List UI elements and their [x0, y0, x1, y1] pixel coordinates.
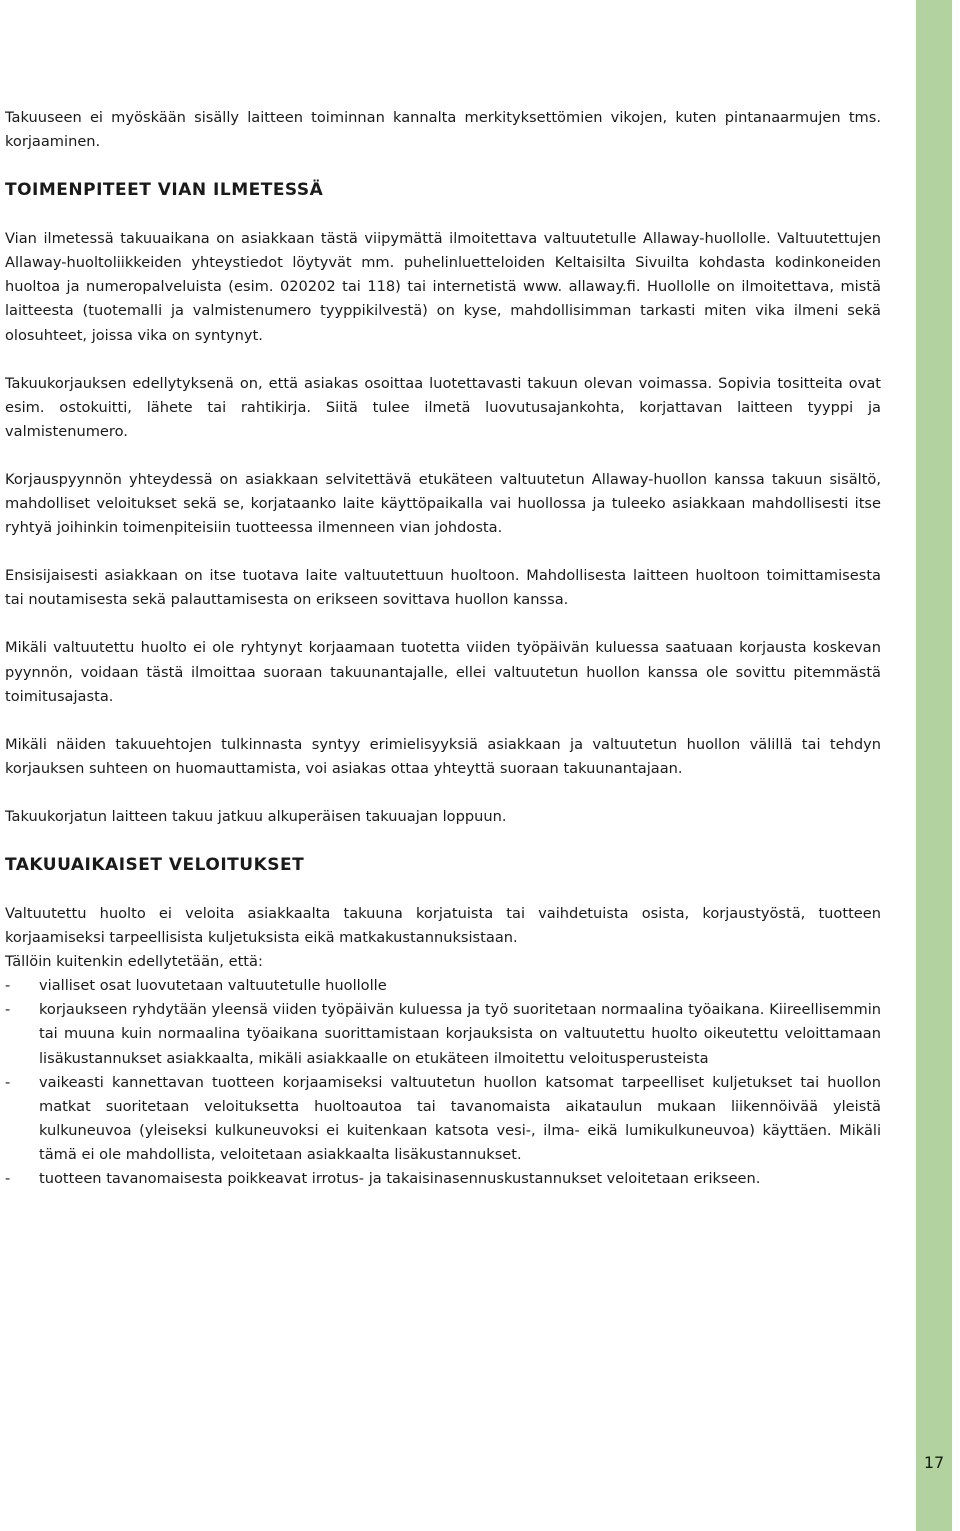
fault-paragraph-5: Mikäli valtuutettu huolto ei ole ryhtynyt korjaamaan tuotetta viiden työpäivän kuluessa saatuaan korjausta koskevan pyynnön, voidaan tästä ilmoittaa suoraan takuunantajalle, ellei valtuutetun huollon kanssa ole sovittu pitemmästä toimitusajasta.: [5, 639, 881, 705]
list-item-text: vaikeasti kannettavan tuotteen korjaamiseksi valtuutetun huollon katsomat tarpeelliset kuljetukset tai huollon matkat suoritetaan veloituksetta huoltoautoa tai tavanomaista aikataulun mukaan liikennöivää yleistä kulkuneuvoa (yleiseksi kulkuneuvoksi ei kuitenkaan katsota vesi-, ilma- eikä lumikulkuneuvoa) käyttäen. Mikäli tämä ei ole mahdollista, veloitetaan asiakkaalta lisäkustannukset.: [39, 1073, 881, 1163]
list-item: [5, 998, 881, 1070]
fault-paragraph-7: Takuukorjatun laitteen takuu jatkuu alkuperäisen takuuajan loppuun.: [5, 807, 507, 825]
fault-paragraph-3: Korjauspyynnön yhteydessä on asiakkaan selvitettävä etukäteen valtuutetun Allaway-huollon kanssa takuun sisältö, mahdolliset veloitukset sekä se, korjataanko laite käyttöpaikalla vai huollossa ja tuleeko asiakkaan mahdollisesti itse ryhtyä joihinkin toimenpiteisiin tuotteessa ilmenneen vian johdosta.: [5, 470, 881, 537]
list-item: [5, 974, 881, 998]
fault-paragraph-1: Vian ilmetessä takuuaikana on asiakkaan tästä viipymättä ilmoitettava valtuutetulle Allaway-huollolle. Valtuutettujen Allaway-huoltoliikkeiden yhteystiedot löytyvät mm. puhelinluetteloiden Keltaisilta Sivuilta kohdasta kodinkoneiden huoltoa ja numeropalveluista (esim. 020202 tai 118) tai internetistä www. allaway.fi. Huollolle on ilmoitettava, mistä laitteesta (tuotemalli ja valmistenumero tyyppikilvestä) on kyse, mahdollisimman tarkasti miten vika ilmeni sekä olosuhteet, joissa vika on syntynyt.: [5, 230, 881, 344]
section-heading-charges: TAKUUAIKAISET VELOITUKSET: [5, 854, 305, 875]
list-item-text: vialliset osat luovutetaan valtuutetulle huollolle: [39, 977, 387, 995]
charges-paragraph-1: Valtuutettu huolto ei veloita asiakkaalta takuuna korjatuista tai vaihdetuista osista, korjaustyöstä, tuotteen korjaamiseksi tarpeellisista kuljetuksista eikä matkakustannuksistaan.: [5, 904, 881, 947]
charges-paragraph-2: Tällöin kuitenkin edellytetään, että:: [5, 953, 263, 971]
fault-paragraph-4: Ensisijaisesti asiakkaan on itse tuotava laite valtuutettuun huoltoon. Mahdollisesta laitteen huoltoon toimittamisesta tai noutamisesta sekä palauttamisesta on erikseen sovittava huollon kanssa.: [5, 567, 881, 609]
conditions-list: [5, 974, 881, 1191]
list-item: [5, 1167, 881, 1191]
list-item-text: tuotteen tavanomaisesta poikkeavat irrotus- ja takaisinasennuskustannukset veloitetaan erikseen.: [39, 1170, 761, 1187]
fault-paragraph-2: Takuukorjauksen edellytyksenä on, että asiakas osoittaa luotettavasti takuun olevan voimassa. Sopivia tositteita ovat esim. ostokuitti, lähete tai rahtikirja. Siitä tulee ilmetä luovutusajankohta, korjattavan laitteen tyyppi ja valmistenumero.: [5, 374, 881, 440]
list-dash: -: [5, 1170, 11, 1187]
section-heading-fault: TOIMENPITEET VIAN ILMETESSÄ: [5, 180, 324, 201]
side-color-band: [916, 0, 952, 1531]
page-number: 17: [923, 1453, 945, 1472]
list-dash: -: [5, 977, 11, 995]
list-dash: -: [5, 1001, 11, 1019]
list-item-text: korjaukseen ryhdytään yleensä viiden työpäivän kuluessa ja työ suoritetaan normaalina työaikana. Kiireellisemmin tai muuna kuin normaalina työaikana suorittamistaan korjauksista on valtuutettu huolto oikeutettu veloittamaan lisäkustannukset asiakkaalta, mikäli asiakkaalle on etukäteen ilmoitettu veloitusperusteista: [39, 1001, 881, 1067]
list-dash: -: [5, 1073, 11, 1091]
document-body: [5, 106, 881, 1191]
fault-paragraph-6: Mikäli näiden takuuehtojen tulkinnasta syntyy erimielisyyksiä asiakkaan ja valtuutetun huollon välillä tai tehdyn korjauksen suhteen on huomauttamista, voi asiakas ottaa yhteyttä suoraan takuunantajaan.: [5, 735, 881, 777]
list-item: [5, 1071, 881, 1167]
intro-paragraph: Takuuseen ei myöskään sisälly laitteen toiminnan kannalta merkityksettömien vikojen, kuten pintanaarmujen tms. korjaaminen.: [5, 109, 881, 151]
